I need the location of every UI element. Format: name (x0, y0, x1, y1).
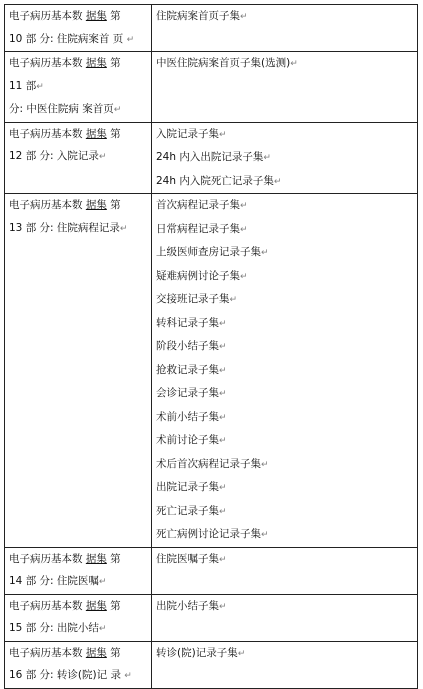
subset-name: 转诊(院)记录子集 (156, 646, 238, 659)
subset-line (156, 123, 413, 147)
part-text: 电子病历基本数 (9, 127, 86, 140)
subset-name: 会诊记录子集 (156, 387, 219, 399)
subset-name: 中医住院病案首页子集(选测) (156, 57, 291, 69)
paragraph-mark: ↵ (219, 389, 227, 399)
subset-line (156, 194, 413, 218)
paragraph-mark: ↵ (113, 105, 122, 115)
subset-name: 转科记录子集 (156, 316, 219, 329)
part-text: 电子病历基本数 (9, 646, 86, 659)
paragraph-mark: ↵ (36, 81, 44, 92)
part-text: 第 (106, 10, 121, 22)
paragraph-mark: ↵ (237, 648, 246, 659)
dataset-part-cell (5, 641, 152, 688)
paragraph-mark: ↵ (98, 152, 107, 162)
subset-line (156, 359, 413, 383)
subset-line (156, 170, 413, 194)
part-text: 11 部 (9, 79, 37, 92)
subset-name: 死亡记录子集 (156, 504, 219, 517)
subset-name: 日常病程记录子集 (156, 222, 240, 235)
subset-cell (152, 5, 418, 52)
subset-name: 疑难病例讨论子集 (156, 269, 240, 282)
subset-name: 住院医嘱子集 (156, 552, 219, 565)
paragraph-mark: ↵ (219, 506, 227, 517)
subset-cell (152, 641, 418, 688)
subset-name: 入院记录子集 (156, 127, 219, 140)
subset-name: 术前讨论子集 (156, 434, 219, 446)
paragraph-mark: ↵ (119, 223, 128, 234)
subset-name: 出院记录子集 (156, 481, 219, 493)
paragraph-mark: ↵ (219, 412, 227, 423)
table-row (5, 547, 418, 594)
subset-line (156, 288, 413, 312)
part-text: 12 部 分: 入院记录 (9, 150, 99, 162)
part-underlined-text: 据集 (85, 57, 107, 69)
paragraph-mark: ↵ (219, 554, 227, 565)
paragraph-mark: ↵ (219, 365, 227, 376)
subset-name: 出院小结子集 (156, 599, 219, 612)
paragraph-mark: ↵ (240, 201, 248, 211)
dataset-part-cell (5, 122, 152, 194)
paragraph-mark: ↵ (240, 12, 248, 22)
part-text: 13 部 分: 住院病程记录 (9, 221, 120, 234)
part-line (9, 570, 147, 594)
subset-line (156, 241, 413, 265)
subset-line (156, 335, 413, 359)
table-row (5, 194, 418, 548)
subset-name: 24h 内入院死亡记录子集 (156, 174, 274, 187)
part-underlined-text: 据集 (85, 552, 107, 565)
dataset-part-cell (5, 5, 152, 52)
part-line (9, 642, 147, 665)
dataset-part-cell (5, 52, 152, 123)
part-text: 电子病历基本数 (9, 199, 86, 211)
dataset-part-cell (5, 594, 152, 641)
part-text: 电子病历基本数 (9, 552, 86, 565)
paragraph-mark: ↵ (98, 624, 107, 634)
part-text: 10 部 分: 住院病案首 页 (9, 32, 127, 45)
subset-cell (152, 594, 418, 641)
paragraph-mark: ↵ (240, 271, 248, 282)
part-text: 14 部 分: 住院医嘱 (9, 575, 99, 587)
table-row (5, 641, 418, 688)
part-line (9, 123, 147, 146)
subset-line (156, 52, 413, 76)
subset-name: 阶段小结子集 (156, 340, 219, 352)
paragraph-mark: ↵ (263, 153, 271, 163)
part-line (9, 145, 147, 169)
subset-line (156, 382, 413, 406)
subset-line (156, 523, 413, 547)
part-text: 15 部 分: 出院小结 (9, 622, 99, 634)
subset-line (156, 476, 413, 500)
part-line (9, 98, 147, 122)
subset-name: 上级医师查房记录子集 (156, 246, 261, 258)
part-line (9, 217, 147, 241)
paragraph-mark: ↵ (219, 129, 227, 140)
subset-line (156, 500, 413, 524)
paragraph-mark: ↵ (229, 295, 238, 305)
part-text: 电子病历基本数 (9, 599, 86, 612)
paragraph-mark: ↵ (261, 530, 269, 540)
subset-name: 术前小结子集 (156, 410, 219, 423)
paragraph-mark: ↵ (261, 248, 269, 258)
table-row (5, 122, 418, 194)
subset-line (156, 265, 413, 289)
paragraph-mark: ↵ (219, 342, 227, 352)
part-line (9, 194, 147, 217)
paragraph-mark: ↵ (240, 224, 248, 235)
paragraph-mark: ↵ (290, 59, 298, 69)
part-line (9, 75, 147, 99)
part-line (9, 617, 147, 641)
subset-name: 首次病程记录子集 (156, 199, 240, 211)
paragraph-mark: ↵ (219, 601, 227, 612)
subset-name: 住院病案首页子集 (156, 10, 240, 22)
paragraph-mark: ↵ (98, 577, 107, 587)
table-row (5, 5, 418, 52)
subset-line (156, 595, 413, 619)
paragraph-mark: ↵ (219, 483, 227, 493)
part-line (9, 52, 147, 75)
subset-name: 交接班记录子集 (156, 293, 230, 305)
paragraph-mark: ↵ (261, 459, 269, 470)
part-line (9, 5, 147, 28)
part-underlined-text: 据集 (85, 127, 107, 140)
dataset-part-cell (5, 547, 152, 594)
part-underlined-text: 据集 (85, 10, 107, 22)
part-text: 第 (106, 552, 121, 565)
paragraph-mark: ↵ (219, 318, 227, 329)
subset-cell (152, 52, 418, 123)
paragraph-mark: ↵ (126, 34, 135, 45)
subset-name: 24h 内入出院记录子集 (156, 151, 264, 163)
part-text: 第 (106, 57, 121, 69)
part-text: 16 部 分: 转诊(院)记 录 (9, 669, 125, 681)
part-line (9, 28, 147, 52)
part-line (9, 548, 147, 571)
part-underlined-text: 据集 (85, 199, 107, 211)
part-text: 电子病历基本数 (9, 57, 86, 69)
dataset-part-cell (5, 194, 152, 548)
part-line (9, 595, 147, 618)
part-underlined-text: 据集 (85, 599, 107, 612)
subset-line (156, 312, 413, 336)
subset-cell (152, 547, 418, 594)
subset-cell (152, 122, 418, 194)
part-text: 第 (106, 199, 121, 211)
part-text: 分: 中医住院病 案首页 (9, 103, 114, 115)
subset-line (156, 429, 413, 453)
dataset-table-body (5, 5, 418, 689)
paragraph-mark: ↵ (273, 176, 282, 187)
subset-line (156, 453, 413, 477)
subset-line (156, 5, 413, 29)
table-row (5, 52, 418, 123)
paragraph-mark: ↵ (124, 671, 132, 681)
dataset-table (4, 4, 418, 689)
part-text: 第 (106, 599, 121, 612)
part-underlined-text: 据集 (85, 646, 107, 659)
part-text: 电子病历基本数 (9, 10, 86, 22)
part-text: 第 (106, 127, 121, 140)
subset-line (156, 548, 413, 572)
subset-line (156, 406, 413, 430)
subset-line (156, 146, 413, 170)
subset-line (156, 642, 413, 666)
subset-name: 死亡病例讨论记录子集 (156, 528, 261, 540)
paragraph-mark: ↵ (219, 436, 227, 446)
subset-line (156, 218, 413, 242)
subset-cell (152, 194, 418, 548)
table-row (5, 594, 418, 641)
subset-name: 抢救记录子集 (156, 363, 219, 376)
part-text: 第 (106, 646, 121, 659)
subset-name: 术后首次病程记录子集 (156, 457, 261, 470)
